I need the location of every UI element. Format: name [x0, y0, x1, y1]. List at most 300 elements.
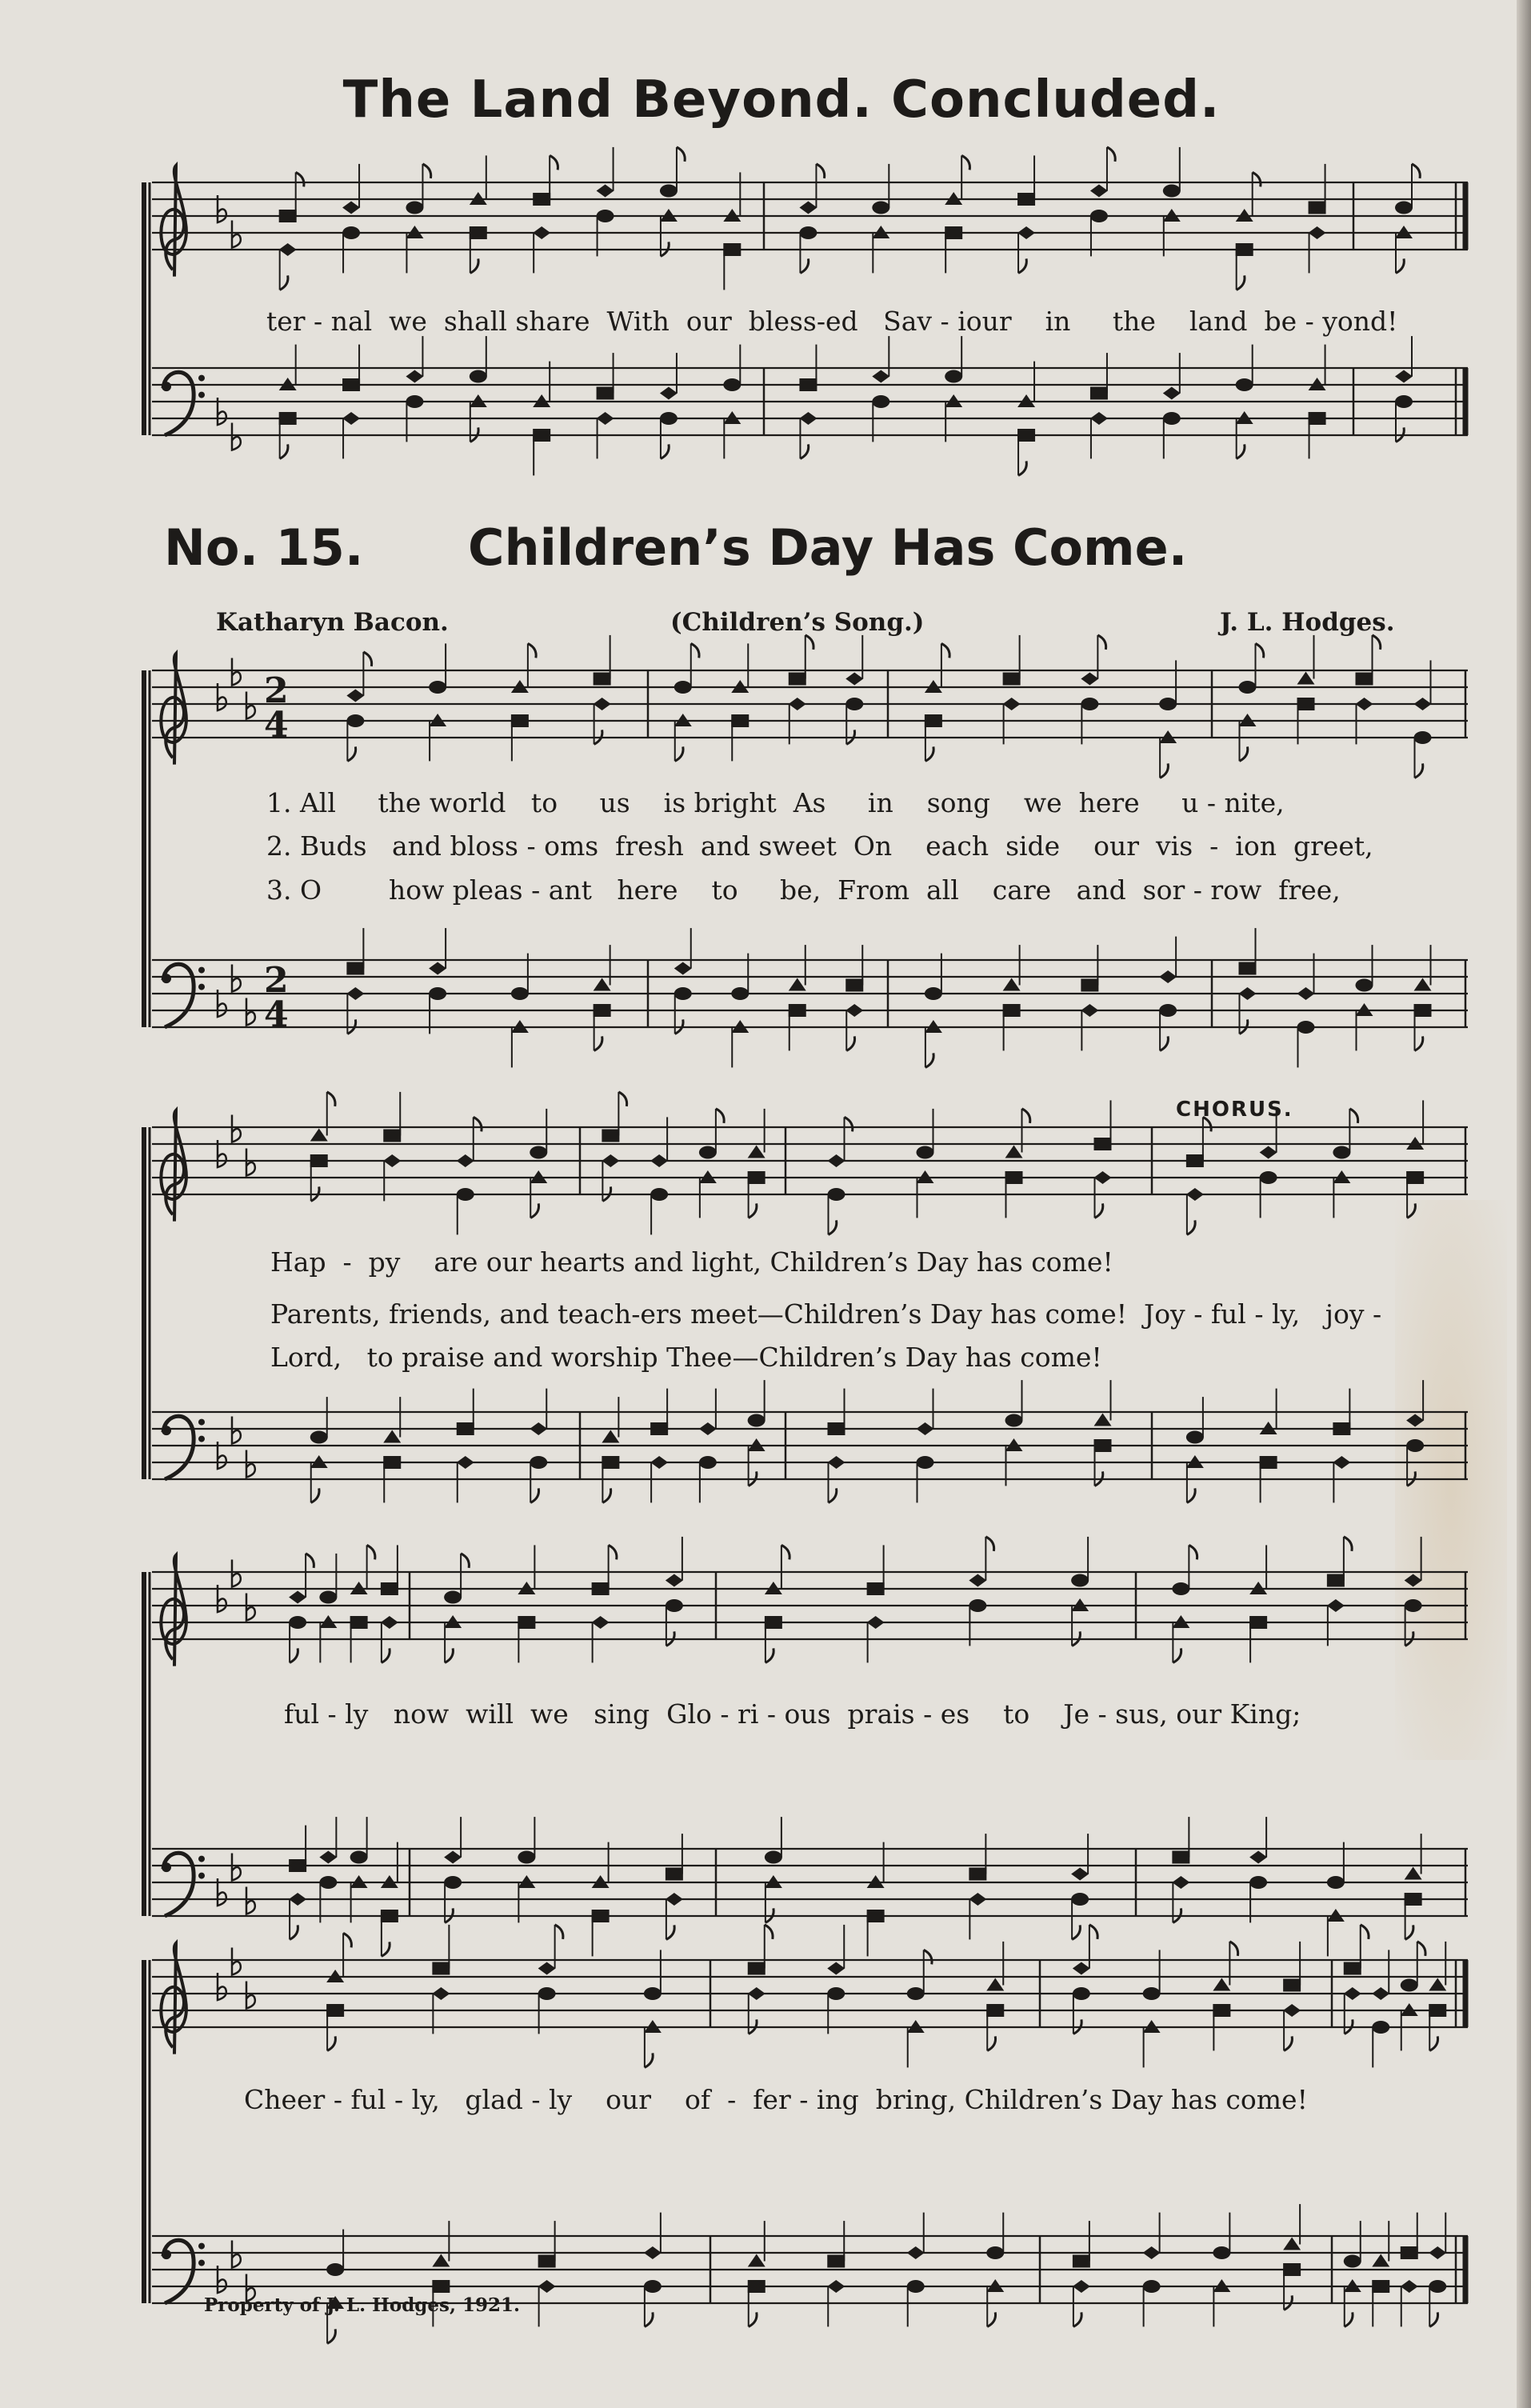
note-head [723, 378, 741, 391]
note-head [731, 714, 749, 727]
note-head [748, 1962, 766, 1975]
note-head [731, 987, 749, 1000]
note-flag [1022, 1109, 1030, 1123]
note-head [1172, 1582, 1189, 1595]
note-head [319, 1851, 337, 1864]
note-head [1163, 412, 1181, 425]
note-head [666, 1868, 683, 1881]
note-head [1344, 1962, 1361, 1975]
note-head [650, 1456, 668, 1469]
note-head [1372, 2280, 1389, 2293]
note-head [644, 2280, 662, 2293]
note-head [1186, 1154, 1204, 1167]
note-flag [1160, 763, 1168, 778]
note-head [279, 243, 297, 256]
note-flag [1018, 461, 1026, 475]
note-head [666, 1574, 683, 1587]
note-head [346, 690, 364, 702]
note-flag [1256, 643, 1264, 658]
hymn-number: No. 15. [164, 518, 364, 577]
note-head [799, 378, 817, 391]
note-flag [716, 1109, 724, 1123]
time-signature-top: 2 [264, 670, 289, 711]
note-head [789, 698, 806, 710]
note-flag [290, 1648, 298, 1662]
note-head [1003, 978, 1021, 991]
note-head [289, 1859, 306, 1872]
composer-credit: J. L. Hodges. [1220, 608, 1395, 637]
note-head [674, 681, 692, 694]
note-head [1260, 1171, 1277, 1184]
note-head [1081, 1004, 1098, 1017]
note-head [1372, 2254, 1389, 2267]
note-head [1406, 1414, 1424, 1427]
note-head [1327, 1599, 1345, 1612]
note-head [827, 1987, 845, 2000]
note-head [1309, 412, 1326, 425]
note-head [1163, 185, 1181, 198]
note-head [969, 1599, 986, 1612]
note-head [650, 1154, 668, 1167]
flat-sign [232, 1115, 241, 1142]
note-flag [749, 1203, 757, 1218]
bass-clef-dot [198, 967, 205, 974]
note-head [1239, 987, 1257, 1000]
note-head [597, 210, 614, 222]
note-flag [987, 2036, 995, 2050]
flat-sign [232, 965, 241, 992]
note-flag [296, 172, 304, 186]
note-head [699, 1456, 717, 1469]
lyric-verse3-a: 3. O how pleas - ant here to be, From all care and sor - row free, [266, 874, 1341, 906]
note-flag [645, 2053, 653, 2067]
note-flag [363, 652, 371, 666]
note-flag [1417, 1942, 1425, 1956]
note-flag [1160, 1036, 1168, 1050]
note-head [799, 202, 817, 214]
note-head [827, 2255, 845, 2268]
bass-clef-dot [198, 1856, 205, 1862]
note-flag [1429, 2036, 1437, 2050]
note-head [1239, 681, 1257, 694]
note-head [406, 202, 423, 214]
bass-clef [163, 1853, 194, 1916]
note-head [457, 1422, 474, 1435]
note-head [986, 2004, 1004, 2017]
note-flag [765, 1925, 773, 1939]
note-head [1213, 2246, 1230, 2259]
note-head [699, 1146, 717, 1159]
note-head [594, 673, 611, 686]
note-flag [781, 1545, 789, 1559]
note-head [518, 1616, 535, 1629]
note-flag [661, 444, 669, 458]
note-flag [609, 1545, 617, 1559]
note-flag [327, 2329, 335, 2343]
note-flag [602, 1488, 610, 1502]
note-head [748, 2254, 766, 2267]
note-head [1327, 1574, 1345, 1587]
note-head [1429, 1978, 1446, 1991]
note-head [346, 987, 364, 1000]
note-head [1429, 2004, 1446, 2017]
note-head [602, 1430, 619, 1443]
note-head [533, 193, 550, 206]
note-head [1186, 1431, 1204, 1444]
note-head [346, 714, 364, 727]
note-head [660, 412, 678, 425]
note-flag [367, 1545, 375, 1559]
bass-clef-dot [198, 375, 205, 382]
note-head [1249, 1851, 1267, 1864]
note-head [1327, 1876, 1345, 1889]
note-head [1344, 2255, 1361, 2268]
note-head [1017, 226, 1035, 239]
note-head [867, 1616, 885, 1629]
note-head [1090, 412, 1108, 425]
note-head [470, 226, 487, 239]
note-head [1414, 1004, 1432, 1017]
note-head [799, 412, 817, 425]
note-head [342, 202, 360, 214]
note-head [444, 1876, 462, 1889]
note-head [1081, 698, 1098, 710]
note-flag [925, 746, 933, 761]
lyric-verse1-b: Hap - py are our hearts and light, Children’s Day has come! [270, 1246, 1113, 1278]
note-head [748, 1414, 766, 1427]
note-head [406, 395, 423, 408]
bass-clef-dot [198, 984, 205, 990]
note-flag [924, 1950, 932, 1964]
note-head [1297, 672, 1315, 685]
note-head [1213, 1978, 1230, 1991]
note-head [1172, 1876, 1189, 1889]
note-head [828, 1422, 845, 1435]
note-head [432, 2254, 450, 2267]
note-flag [829, 1488, 837, 1502]
note-head [310, 1431, 328, 1444]
note-flag [530, 1488, 538, 1502]
lyric-verse3-b: Lord, to praise and worship Thee—Children’s Day has come! [270, 1342, 1102, 1373]
note-head [511, 987, 529, 1000]
flat-sign [246, 1149, 255, 1176]
note-head [1406, 1171, 1424, 1184]
bass-clef [163, 372, 194, 435]
bass-clef-dot [198, 1873, 205, 1879]
note-head [1372, 2021, 1389, 2034]
note-flag [290, 1925, 298, 1939]
note-head [1005, 1146, 1023, 1158]
note-head [381, 1616, 398, 1629]
note-head [470, 370, 487, 383]
note-flag [327, 1092, 335, 1106]
note-flag [1415, 763, 1423, 778]
note-flag [1415, 1036, 1423, 1050]
note-flag [280, 444, 288, 458]
note-head [1401, 2280, 1418, 2293]
note-flag [1240, 746, 1248, 761]
note-head [674, 962, 692, 975]
note-head [827, 1962, 845, 1975]
note-head [1297, 698, 1315, 710]
note-head [748, 1987, 766, 2000]
note-head [789, 673, 806, 686]
note-head [594, 698, 611, 710]
flat-sign [246, 998, 255, 1026]
note-head [1159, 698, 1177, 710]
note-head [1071, 1868, 1089, 1881]
note-flag [800, 444, 808, 458]
note-head [592, 1910, 610, 1922]
note-head [1213, 2004, 1230, 2017]
note-head [310, 1154, 328, 1167]
note-head [530, 1456, 547, 1469]
note-head [1249, 1616, 1267, 1629]
note-head [644, 1987, 662, 2000]
bass-clef-dot [198, 1419, 205, 1426]
note-flag [1253, 172, 1261, 186]
note-head [986, 2246, 1004, 2259]
note-head [748, 2280, 766, 2293]
note-flag [1203, 1117, 1211, 1131]
lyric-verse1-a: 1. All the world to us is bright As in song we here u - nite, [266, 787, 1285, 818]
note-head [381, 1582, 398, 1595]
note-head [845, 698, 863, 710]
note-head [1081, 673, 1098, 686]
note-head [592, 1616, 610, 1629]
note-head [907, 2246, 925, 2259]
note-flag [1095, 1203, 1103, 1218]
note-flag [528, 643, 536, 658]
note-head [945, 226, 962, 239]
note-flag [1361, 1925, 1369, 1939]
note-flag [1089, 1925, 1097, 1939]
note-flag [530, 1203, 538, 1218]
note-head [1414, 698, 1432, 710]
note-head [1090, 210, 1108, 222]
time-signature-bottom: 4 [264, 704, 289, 746]
note-head [1401, 1979, 1418, 1992]
note-flag [675, 746, 683, 761]
note-head [1159, 1004, 1177, 1017]
note-flag [1405, 1925, 1413, 1939]
note-flag [985, 1537, 993, 1551]
note-head [845, 673, 863, 686]
flat-sign [232, 423, 241, 450]
note-flag [382, 1648, 390, 1662]
note-head [828, 1154, 845, 1167]
note-head [383, 1154, 401, 1167]
note-head [602, 1130, 619, 1142]
note-flag [749, 2312, 757, 2326]
bass-clef-dot [162, 1862, 171, 1872]
note-flag [306, 1554, 314, 1568]
note-head [326, 2263, 344, 2276]
note-head [319, 1876, 337, 1889]
note-flag [1345, 2312, 1353, 2326]
note-head [1017, 193, 1035, 206]
note-head [945, 370, 962, 383]
note-head [1356, 979, 1373, 992]
note-head [538, 2280, 556, 2293]
note-flag [987, 2312, 995, 2326]
note-head [1073, 1962, 1090, 1975]
note-head [289, 1893, 306, 1906]
note-flag [347, 746, 355, 761]
note-flag [941, 643, 949, 658]
flat-sign [246, 692, 255, 719]
note-head [917, 1146, 934, 1159]
note-flag [925, 1053, 933, 1067]
flat-sign [232, 2241, 241, 2268]
note-head [969, 1574, 986, 1587]
bass-clef [163, 2240, 194, 2303]
note-head [1405, 1867, 1422, 1880]
note-head [432, 1987, 450, 2000]
note-head [1283, 2004, 1301, 2017]
note-flag [1344, 1537, 1352, 1551]
note-flag [343, 1933, 351, 1947]
note-flag [677, 147, 685, 162]
flat-sign [232, 221, 241, 248]
note-head [279, 412, 297, 425]
note-flag [1097, 635, 1105, 650]
note-flag [1107, 147, 1115, 162]
note-head [674, 987, 692, 1000]
note-head [1094, 1439, 1112, 1452]
flat-sign [232, 1560, 241, 1587]
note-head [597, 412, 614, 425]
note-head [699, 1422, 717, 1435]
note-flag [1373, 635, 1381, 650]
hymn-title: Children’s Day Has Come. [468, 518, 1188, 577]
author-credit: Katharyn Bacon. [216, 608, 449, 637]
note-head [644, 2246, 662, 2259]
note-head [917, 1456, 934, 1469]
note-flag [1018, 258, 1026, 273]
note-head [1283, 1979, 1301, 1992]
note-head [1143, 2246, 1161, 2259]
note-head [1073, 2280, 1090, 2293]
note-head [444, 1591, 462, 1604]
note-head [828, 1456, 845, 1469]
note-head [1172, 1851, 1189, 1864]
note-head [383, 1130, 401, 1142]
note-head [872, 202, 889, 214]
note-head [511, 714, 529, 727]
note-head [533, 226, 550, 239]
note-head [789, 978, 806, 991]
chorus-label: CHORUS. [1176, 1098, 1293, 1122]
note-head [602, 1154, 619, 1167]
note-flag [382, 1942, 390, 1956]
bass-clef-dot [162, 382, 171, 391]
flat-sign [246, 1450, 255, 1478]
note-head [867, 1582, 885, 1595]
note-head [597, 185, 614, 198]
note-flag [846, 1036, 854, 1050]
flat-sign [232, 658, 241, 686]
note-head [1414, 978, 1432, 991]
note-head [1073, 2255, 1090, 2268]
bass-clef [163, 1416, 194, 1479]
note-head [925, 714, 942, 727]
note-head [1356, 673, 1373, 686]
note-head [444, 1851, 462, 1864]
note-head [872, 395, 889, 408]
note-head [1005, 1171, 1023, 1184]
note-head [406, 370, 423, 383]
note-head [1395, 202, 1413, 214]
note-head [518, 1851, 535, 1864]
flat-sign [246, 1982, 255, 2009]
note-head [1333, 1456, 1350, 1469]
note-head [1236, 243, 1253, 256]
bass-clef-dot [162, 974, 171, 983]
note-head [342, 226, 360, 239]
note-flag [645, 2312, 653, 2326]
note-head [592, 1582, 610, 1595]
note-flag [1396, 258, 1404, 273]
note-head [789, 1004, 806, 1017]
note-head [660, 185, 678, 198]
note-head [432, 2280, 450, 2293]
note-head [1309, 202, 1326, 214]
note-head [594, 978, 611, 991]
note-head [457, 1154, 474, 1167]
note-head [1159, 970, 1177, 983]
bass-clef-dot [198, 392, 205, 398]
note-head [533, 429, 550, 442]
note-flag [1073, 2312, 1081, 2326]
note-head [828, 1188, 845, 1201]
note-flag [1407, 1203, 1415, 1218]
note-flag [461, 1554, 469, 1568]
note-flag [766, 1648, 773, 1662]
note-head [429, 962, 446, 975]
note-head [969, 1868, 986, 1881]
note-head [1073, 1987, 1090, 2000]
note-head [1017, 429, 1035, 442]
note-flag [829, 1220, 837, 1234]
note-head [660, 387, 678, 400]
note-head [310, 1129, 328, 1142]
note-flag [1412, 164, 1420, 178]
bass-clef [163, 964, 194, 1027]
note-head [1143, 2280, 1161, 2293]
lyric-verse2-b: Parents, friends, and teach-ers meet—Children’s Day has come! Joy - ful - ly, joy - [270, 1298, 1382, 1330]
note-flag [474, 1117, 482, 1131]
note-head [319, 1591, 337, 1604]
note-flag [470, 258, 478, 273]
note-head [381, 1910, 398, 1922]
note-head [1356, 698, 1373, 710]
note-flag [550, 155, 558, 170]
note-head [350, 1851, 368, 1864]
note-head [1395, 370, 1413, 383]
note-head [1344, 1987, 1361, 2000]
note-head [1094, 1414, 1112, 1426]
note-head [1406, 1439, 1424, 1452]
note-flag [1187, 1488, 1195, 1502]
note-flag [1429, 2312, 1437, 2326]
note-head [1186, 1188, 1204, 1201]
lyric-chorus-1: ful - ly now will we sing Glo - ri - ous prais - es to Je - sus, our King; [284, 1698, 1301, 1730]
note-head [1405, 1599, 1422, 1612]
note-head [799, 226, 817, 239]
note-head [346, 962, 364, 975]
note-head [907, 2280, 925, 2293]
